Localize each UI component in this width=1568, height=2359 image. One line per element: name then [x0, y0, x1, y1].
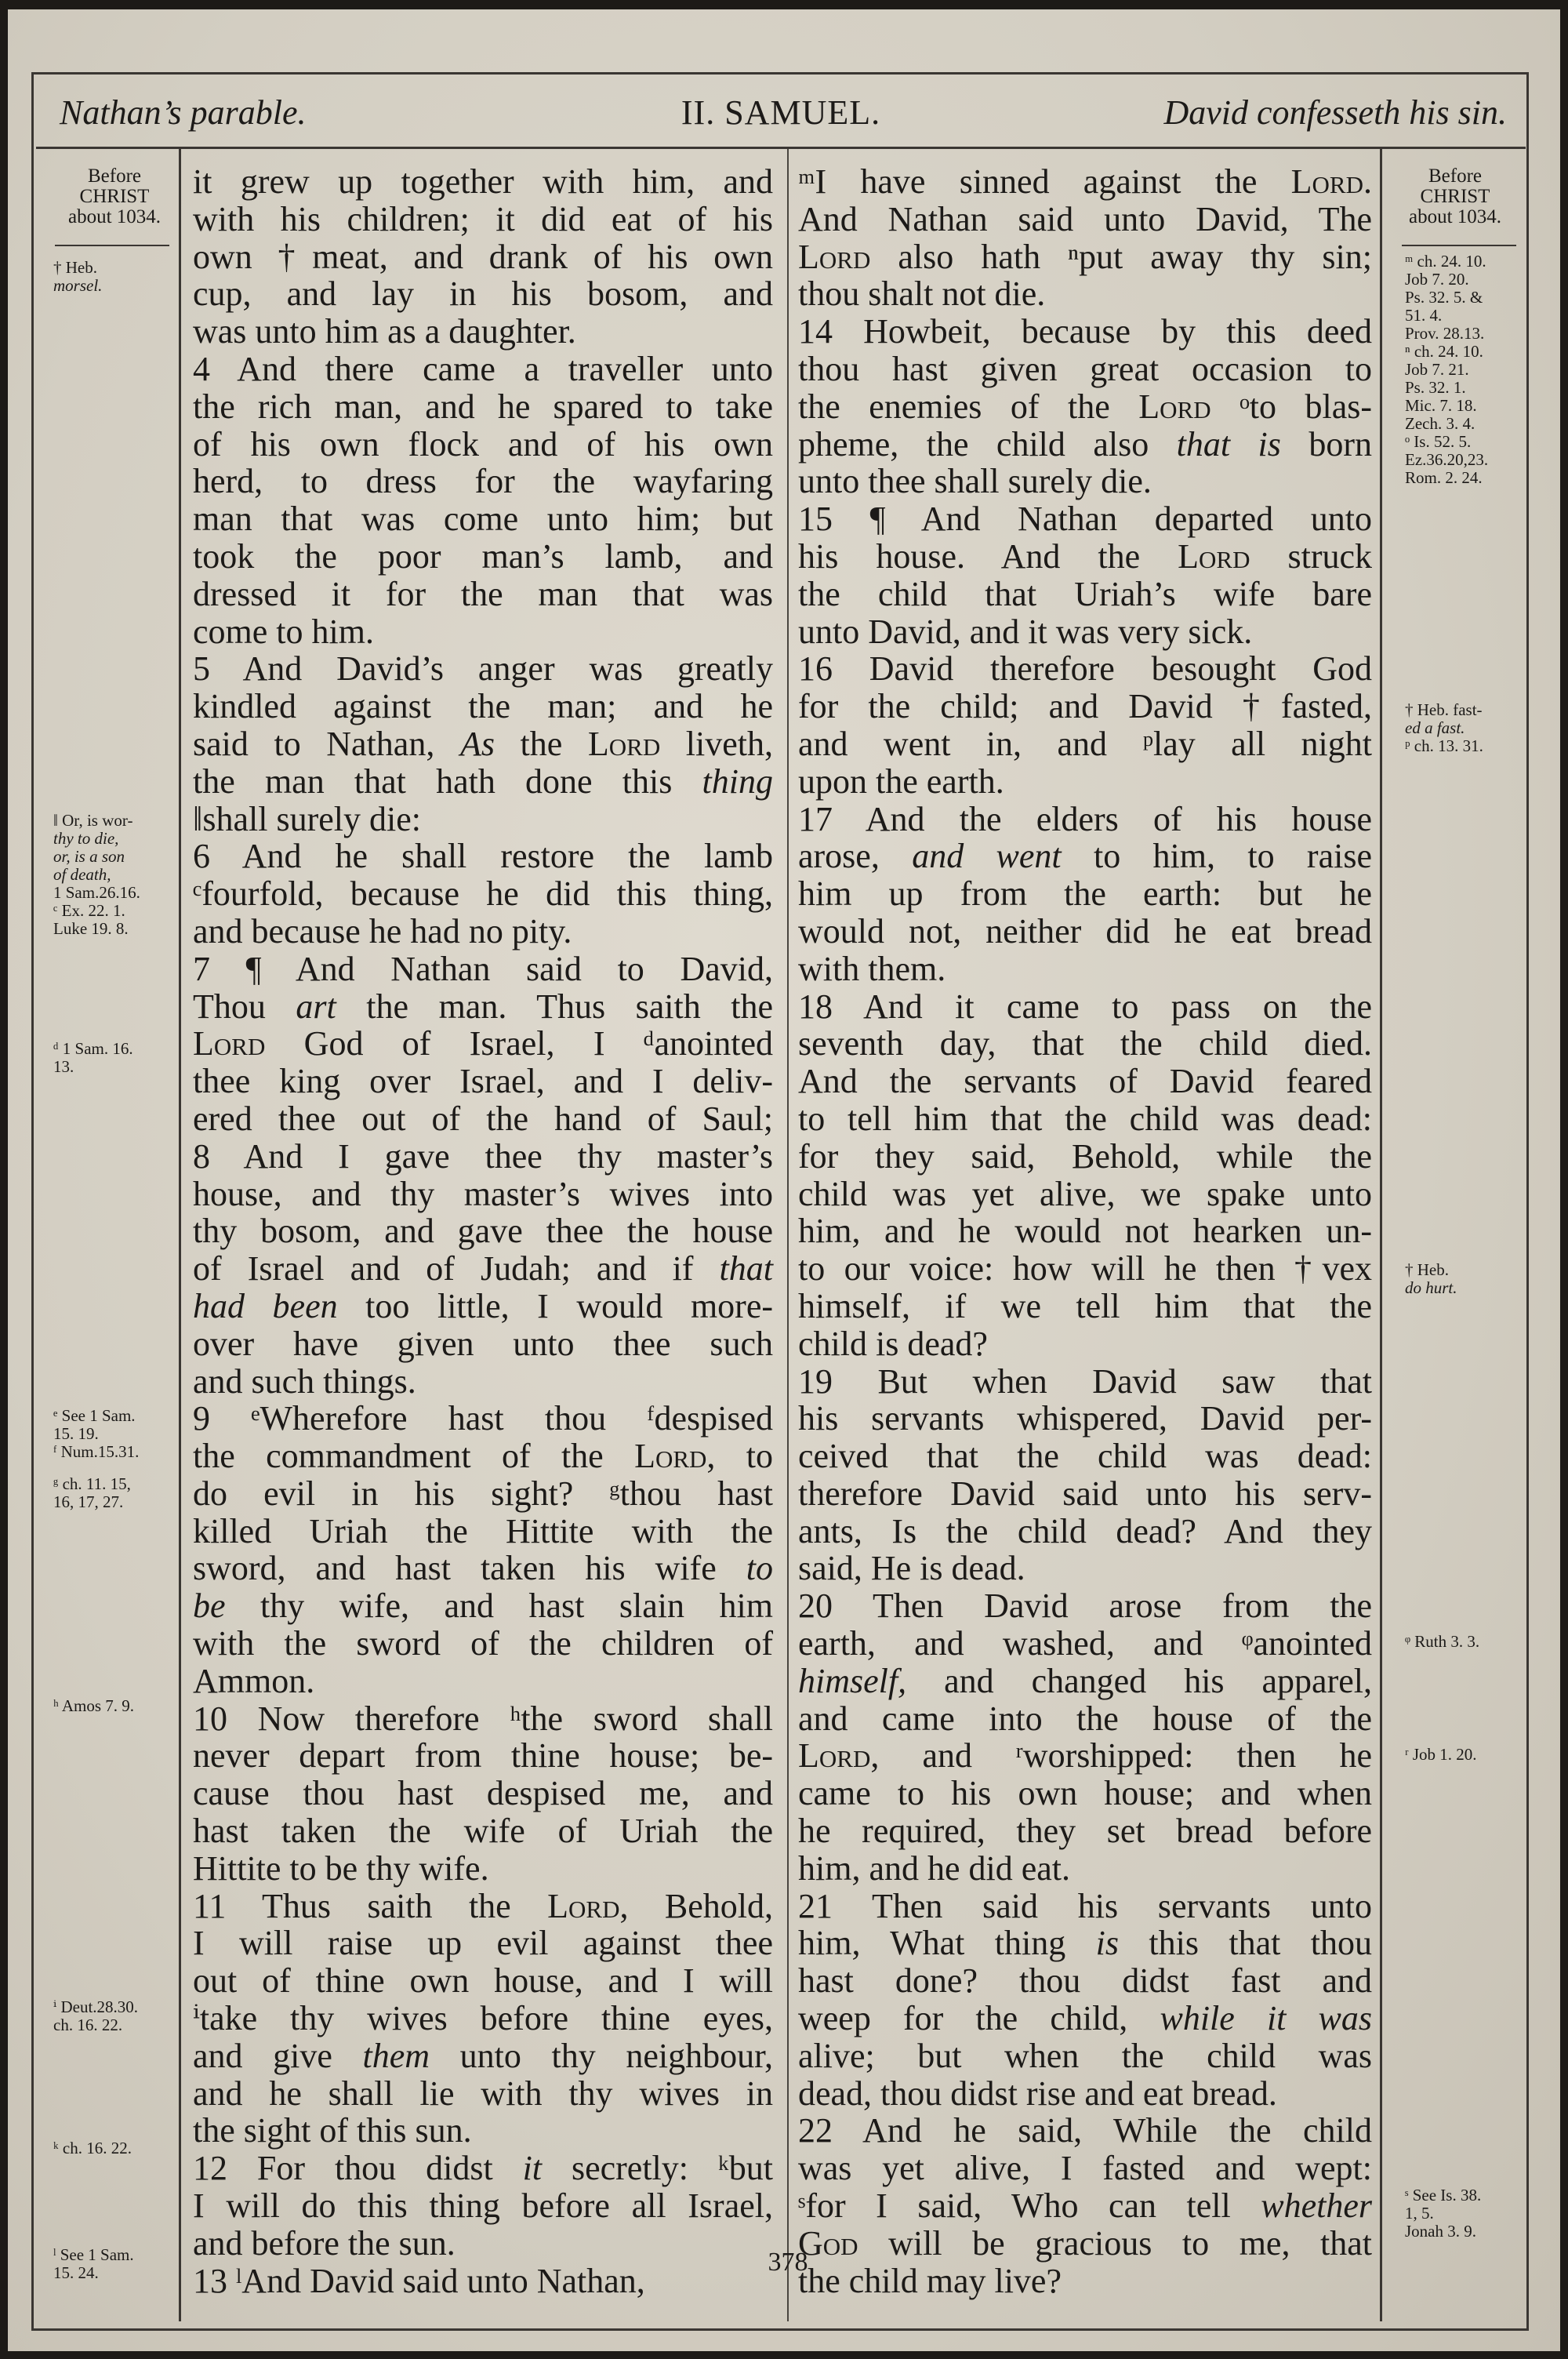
scripture-line: herd, to dress for the wayfaring	[193, 462, 773, 501]
scripture-line: for they said, Behold, while the	[798, 1136, 1372, 1176]
scripture-line: child is dead?	[798, 1324, 988, 1363]
scripture-line: come to him.	[193, 612, 374, 651]
scripture-line: 5 And David’s anger was greatly	[193, 649, 773, 689]
marginal-note	[53, 812, 140, 938]
scripture-line: I will raise up evil against thee	[193, 1924, 773, 1963]
scripture-line: 20 Then David arose from the	[798, 1587, 1372, 1626]
scripture-line: was unto him as a daughter.	[193, 312, 576, 351]
scripture-line: for the child; and David †fasted,	[798, 687, 1372, 726]
scripture-line: with his children; it did eat of his	[193, 199, 773, 238]
marginal-note	[53, 1407, 139, 1461]
scripture-line: his house. And the Lord struck	[798, 536, 1373, 576]
margin-date-line: about 1034.	[1408, 206, 1502, 227]
scripture-line: earth, and washed, and ᵠanointed	[798, 1624, 1372, 1663]
marginal-note-line: Ps. 32. 5. &	[1405, 288, 1483, 307]
scripture-line: would not, neither did he eat bread	[798, 911, 1372, 951]
scripture-line: and he shall lie with thy wives in	[193, 2074, 773, 2113]
scripture-line: and because he had no pity.	[193, 911, 572, 951]
scripture-line: Lord, and ʳworshipped: then he	[798, 1736, 1372, 1776]
scripture-line: dressed it for the man that was	[193, 574, 773, 613]
scripture-line: the enemies of the Lord ᵒto blas-	[798, 387, 1372, 426]
marginal-note-line: of death,	[53, 865, 111, 884]
scripture-line: him, and he did eat.	[798, 1848, 1071, 1888]
marginal-note-line: do hurt.	[1405, 1278, 1457, 1297]
scripture-line: over have given unto thee such	[193, 1324, 773, 1363]
scripture-line: God will be gracious to me, that	[798, 2223, 1372, 2263]
scripture-line: the rich man, and he spared to take	[193, 387, 773, 426]
margin-date-right	[1385, 166, 1526, 227]
scripture-line: the commandment of the Lord, to	[193, 1437, 773, 1476]
scripture-line: 11 Thus saith the Lord, Behold,	[193, 1886, 773, 1925]
scripture-line: 12 For thou didst it secretly: ᵏbut	[193, 2149, 774, 2188]
scripture-line: him, What thing is this that thou	[798, 1924, 1372, 1963]
header-right-caption: David confesseth his sin.	[1163, 93, 1507, 132]
scripture-line: thou hast given great occasion to	[798, 349, 1372, 388]
scripture-line: the child may live?	[798, 2261, 1062, 2300]
scripture-line: do evil in his sight? ᵍthou hast	[193, 1474, 773, 1513]
scripture-line: 7 ¶ And Nathan said to David,	[193, 949, 773, 988]
margin-date-line: CHRIST	[79, 186, 150, 207]
scripture-line: ants, Is the child dead? And they	[798, 1511, 1372, 1550]
marginal-note-line: ʳ Job 1. 20.	[1405, 1745, 1477, 1764]
scripture-line: seventh day, that the child died.	[798, 1024, 1372, 1063]
marginal-note	[53, 1697, 134, 1715]
marginal-note-line: ᵍ ch. 11. 15,	[53, 1474, 131, 1493]
scripture-line: 13 ˡAnd David said unto Nathan,	[193, 2261, 645, 2300]
scripture-line: 17 And the elders of his house	[798, 799, 1372, 838]
marginal-note	[53, 1998, 138, 2034]
marginal-note-line: 1 Sam.26.16.	[53, 883, 140, 902]
marginal-note	[1405, 1633, 1479, 1651]
scripture-line: child was yet alive, we spake unto	[798, 1174, 1372, 1213]
marginal-note	[1405, 2186, 1481, 2241]
marginal-note-line: ⁱ Deut.28.30.	[53, 1997, 139, 2016]
marginal-note	[53, 1475, 131, 1511]
marginal-note-line: Zech. 3. 4.	[1405, 414, 1475, 433]
marginal-note-line: ᵒ Is. 52. 5.	[1405, 432, 1472, 451]
scripture-line: and give them unto thy neighbour,	[193, 2036, 773, 2075]
scripture-line: and came into the house of the	[798, 1699, 1372, 1738]
left-margin-rule	[179, 149, 181, 2321]
scripture-line: he required, they set bread before	[798, 1812, 1372, 1851]
scripture-line: to tell him that the child was dead:	[798, 1099, 1372, 1138]
marginal-note-line: ᶠ Num.15.31.	[53, 1442, 140, 1461]
scripture-line: of his own flock and of his own	[193, 424, 773, 463]
scripture-line: alive; but when the child was	[798, 2036, 1372, 2075]
marginal-note-line: † Heb.	[1405, 1260, 1449, 1279]
scripture-line: Hittite to be thy wife.	[193, 1848, 489, 1888]
scripture-line: 22 And he said, While the child	[798, 2111, 1372, 2150]
scripture-line: 19 But when David saw that	[798, 1361, 1372, 1401]
scripture-line: therefore David said unto his serv-	[798, 1474, 1372, 1513]
marginal-note-line: Rom. 2. 24.	[1405, 468, 1483, 487]
scripture-line: Thou art the man. Thus saith the	[193, 987, 773, 1026]
scripture-line: 16 David therefore besought God	[798, 649, 1372, 689]
scripture-line: him up from the earth: but he	[798, 874, 1372, 914]
scripture-line: 18 And it came to pass on the	[798, 987, 1372, 1026]
marginal-note-line: Luke 19. 8.	[53, 919, 129, 938]
scripture-line: was yet alive, I fasted and wept:	[798, 2149, 1372, 2188]
marginal-note-line: ᵖ ch. 13. 31.	[1405, 736, 1483, 755]
column-divider-rule	[787, 149, 789, 2321]
scripture-line: And Nathan said unto David, The	[798, 199, 1372, 238]
scripture-line: the child that Uriah’s wife bare	[798, 574, 1372, 613]
scripture-line: 9 ᵉWherefore hast thou ᶠdespised	[193, 1399, 773, 1438]
scripture-line: 14 Howbeit, because by this deed	[798, 312, 1372, 351]
scripture-line: had been too little, I would more-	[193, 1286, 773, 1325]
left-text-column	[193, 163, 773, 2299]
scripture-line: house, and thy master’s wives into	[193, 1174, 773, 1213]
scripture-line: hast done? thou didst fast and	[798, 1961, 1372, 2001]
marginal-note	[53, 2139, 132, 2157]
scripture-line: Lord also hath ⁿput away thy sin;	[798, 237, 1372, 276]
scripture-line: and such things.	[193, 1361, 416, 1401]
scripture-line: unto thee shall surely die.	[798, 462, 1152, 501]
scripture-line: man that was come unto him; but	[193, 500, 773, 539]
marginal-note-line: 15. 24.	[53, 2263, 99, 2282]
margin-date-line: Before	[87, 165, 142, 187]
marginal-note-line: or, is a son	[53, 847, 125, 866]
marginal-note	[1405, 701, 1483, 755]
scripture-line: Lord God of Israel, I ᵈanointed	[193, 1024, 773, 1063]
scripture-line: out of thine own house, and I will	[193, 1961, 773, 2001]
page-number: 378	[768, 2248, 808, 2277]
marginal-note	[53, 259, 102, 295]
scripture-line: be thy wife, and hast slain him	[193, 1587, 773, 1626]
marginal-note-line: † Heb. fast-	[1405, 700, 1483, 719]
margin-date-line: CHRIST	[1420, 186, 1490, 207]
scripture-line: pheme, the child also that is born	[798, 424, 1372, 463]
marginal-note-line: ˢ See Is. 38.	[1405, 2186, 1482, 2205]
margin-date-line: about 1034.	[67, 206, 162, 227]
marginal-note-line: Mic. 7. 18.	[1405, 396, 1477, 415]
scripture-line: said to Nathan, As the Lord liveth,	[193, 724, 773, 763]
scripture-line: thee king over Israel, and I deliv-	[193, 1062, 773, 1101]
scripture-line: and before the sun.	[193, 2223, 456, 2263]
scripture-line: own †meat, and drank of his own	[193, 237, 773, 276]
marginal-note-line: Ez.36.20,23.	[1405, 450, 1489, 469]
scripture-line: the sight of this sun.	[193, 2111, 472, 2150]
scripture-line: said, He is dead.	[798, 1549, 1025, 1588]
marginal-note-line: 16, 17, 27.	[53, 1492, 124, 1511]
scripture-line: of Israel and of Judah; and if that	[193, 1249, 773, 1289]
scripture-line: to our voice: how will he then †vex	[798, 1249, 1372, 1289]
marginal-note-line: Jonah 3. 9.	[1405, 2222, 1476, 2241]
scripture-line: ˢfor I said, Who can tell whether	[798, 2186, 1372, 2226]
scripture-line: cause thou hast despised me, and	[193, 1774, 773, 1813]
scripture-line: arose, and went to him, to raise	[798, 837, 1372, 876]
scripture-line: never depart from thine house; be-	[193, 1736, 773, 1776]
scripture-line: sword, and hast taken his wife to	[193, 1549, 773, 1588]
marginal-note-line: 13.	[53, 1057, 74, 1076]
marginal-note-line: ᶜ Ex. 22. 1.	[53, 901, 125, 920]
scripture-line: thy bosom, and gave thee the house	[193, 1212, 773, 1251]
scripture-line: with them.	[798, 949, 946, 988]
marginal-note-line: ed a fast.	[1405, 718, 1465, 737]
marginal-note-line: 1, 5.	[1405, 2204, 1434, 2223]
marginal-note-line: ʰ Amos 7. 9.	[53, 1696, 135, 1715]
scripture-line: ered thee out of the hand of Saul;	[193, 1099, 773, 1138]
scripture-line: 21 Then said his servants unto	[798, 1886, 1372, 1925]
marginal-note	[53, 1040, 133, 1076]
scripture-line: ᶜfourfold, because he did this thing,	[193, 874, 773, 914]
marginal-note	[1405, 1261, 1457, 1297]
scripture-line: 15 ¶ And Nathan departed unto	[798, 500, 1372, 539]
scripture-line: the man that hath done this thing	[193, 761, 773, 801]
marginal-note-line: ch. 16. 22.	[53, 2016, 123, 2034]
scripture-line: ceived that the child was dead:	[798, 1437, 1372, 1476]
scripture-line: 6 And he shall restore the lamb	[193, 837, 773, 876]
margin-date-left	[44, 166, 185, 227]
scripture-line: 8 And I gave thee thy master’s	[193, 1136, 773, 1176]
scripture-line: dead, thou didst rise and eat bread.	[798, 2074, 1277, 2113]
marginal-note-line: ‖ Or, is wor-	[53, 811, 133, 830]
scripture-line: ‖shall surely die:	[193, 799, 421, 838]
margin-date-line: Before	[1428, 165, 1483, 187]
scripture-line: took the poor man’s lamb, and	[193, 536, 773, 576]
scripture-line: 4 And there came a traveller unto	[193, 349, 773, 388]
marginal-note	[1405, 1746, 1477, 1764]
marginal-note-line: Job 7. 21.	[1405, 360, 1469, 379]
scripture-line: unto David, and it was very sick.	[798, 612, 1253, 651]
scripture-line: came to his own house; and when	[798, 1774, 1372, 1813]
marginal-note-line: ᵐ ch. 24. 10.	[1405, 252, 1486, 271]
marginal-note-line: ᵠ Ruth 3. 3.	[1405, 1632, 1480, 1651]
marginal-note-line: ⁿ ch. 24. 10.	[1405, 342, 1483, 361]
scripture-line: ᵐI have sinned against the Lord.	[798, 162, 1372, 201]
scripture-line: himself, and changed his apparel,	[798, 1661, 1372, 1700]
margin-date-rule	[55, 245, 169, 246]
scripture-line: him, and he would not hearken un-	[798, 1212, 1372, 1251]
marginal-note-line: ˡ See 1 Sam.	[53, 2245, 134, 2264]
scripture-line: it grew up together with him, and	[193, 162, 773, 201]
scripture-line: his servants whispered, David per-	[798, 1399, 1372, 1438]
scripture-line: killed Uriah the Hittite with the	[193, 1511, 773, 1550]
scripture-line: I will do this thing before all Israel,	[193, 2186, 773, 2226]
marginal-note-line: thy to die,	[53, 829, 119, 848]
scripture-line: thou shalt not die.	[798, 274, 1046, 314]
scripture-line: weep for the child, while it was	[798, 1999, 1373, 2038]
bible-page	[8, 9, 1560, 2351]
marginal-note-line: morsel.	[53, 276, 103, 295]
scripture-line: 10 Now therefore ʰthe sword shall	[193, 1699, 773, 1738]
margin-date-rule	[1402, 245, 1516, 246]
scripture-line: Ammon.	[193, 1661, 315, 1700]
header-book-title: II. SAMUEL.	[681, 93, 881, 132]
header-left-caption: Nathan’s parable.	[60, 93, 307, 132]
marginal-note-line: 15. 19.	[53, 1424, 99, 1443]
marginal-note-line: ᵏ ch. 16. 22.	[53, 2139, 132, 2157]
scripture-line: himself, if we tell him that the	[798, 1286, 1372, 1325]
running-header	[36, 82, 1526, 149]
scripture-line: cup, and lay in his bosom, and	[193, 274, 773, 314]
scripture-line: ⁱtake thy wives before thine eyes,	[193, 1999, 773, 2038]
right-margin-rule	[1380, 149, 1382, 2321]
scripture-line: And the servants of David feared	[798, 1062, 1372, 1101]
marginal-note-line: ᵈ 1 Sam. 16.	[53, 1039, 133, 1058]
marginal-note-line: † Heb.	[53, 258, 97, 277]
scripture-line: kindled against the man; and he	[193, 687, 773, 726]
marginal-note-line: ᵉ See 1 Sam.	[53, 1406, 136, 1425]
marginal-note-line: 51. 4.	[1405, 306, 1443, 325]
scripture-line: with the sword of the children of	[193, 1624, 773, 1663]
marginal-note-line: Prov. 28.13.	[1405, 324, 1485, 343]
marginal-note-line: Ps. 32. 1.	[1405, 378, 1466, 397]
marginal-note-line: Job 7. 20.	[1405, 270, 1469, 289]
marginal-note	[1405, 253, 1488, 487]
scripture-line: hast taken the wife of Uriah the	[193, 1812, 773, 1851]
scripture-line: and went in, and ᵖlay all night	[798, 724, 1372, 763]
scripture-line: upon the earth.	[798, 761, 1004, 801]
right-text-column	[798, 163, 1372, 2299]
